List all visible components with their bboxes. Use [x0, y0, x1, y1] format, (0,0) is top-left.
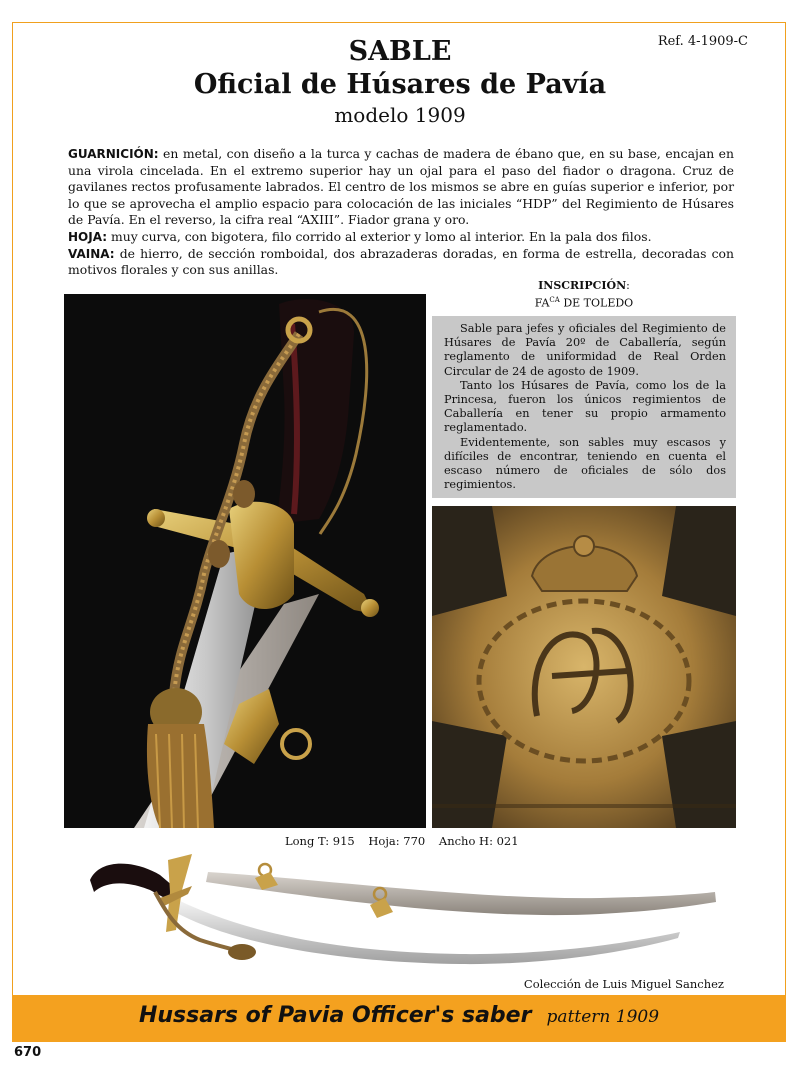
inscription-block: [432, 279, 736, 311]
footer-band: [12, 995, 786, 1042]
inscription-text-sup: CA: [549, 296, 560, 304]
hoja-text: muy curva, con bigotera, filo corrido al exterior y lomo al interior. En la pala dos filos.: [107, 228, 652, 244]
guarnicion-paragraph: [68, 146, 734, 229]
history-paragraph-1: Sable para jefes y oficiales del Regimiento de Húsares de Pavía 20º de Caballería, según reglamento de uniformidad de Real Orden Circular de 24 de agosto de 1909.: [444, 322, 726, 378]
hoja-paragraph: [68, 229, 734, 246]
dimension-width: Ancho H: 021: [438, 834, 519, 848]
description: [68, 146, 734, 279]
dimension-length: Long T: 915: [285, 834, 355, 848]
inscription-text: [432, 293, 736, 311]
monogram-illustration: [432, 506, 736, 828]
guarnicion-label: GUARNICIÓN:: [68, 147, 159, 161]
monogram-detail-photo: [432, 506, 736, 828]
history-paragraph-2: Tanto los Húsares de Pavía, como los de la Princesa, fueron los únicos regimientos de Caballería en tener su propio armamento reglamentado.: [444, 378, 726, 435]
vaina-label: VAINA:: [68, 246, 115, 261]
title-line-1: SABLE: [348, 36, 452, 67]
inscription-heading: [432, 279, 736, 293]
title-block: [0, 36, 800, 128]
hilt-photo: [64, 294, 426, 828]
footer-titles: [12, 1003, 786, 1028]
title-line-3: modelo 1909: [334, 103, 466, 127]
inscription-colon: :: [626, 279, 630, 292]
history-box: [432, 316, 736, 498]
inscription-text-pre: FA: [534, 296, 550, 310]
history-paragraph-3: Evidentemente, son sables muy escasos y difíciles de encontrar, teniendo en cuenta el escaso número de oficiales de sólo dos regimientos.: [444, 435, 726, 492]
title-line-2: Oficial de Húsares de Pavía: [193, 69, 607, 100]
footer-title: Hussars of Pavia Officer's saber: [138, 1003, 532, 1028]
hilt-illustration: [64, 294, 426, 828]
hoja-label: HOJA:: [68, 229, 108, 244]
full-saber-photo: [80, 850, 730, 975]
reference-number: Ref. 4-1909-C: [657, 34, 748, 49]
collection-credit: Colección de Luis Miguel Sanchez: [523, 977, 724, 991]
guarnicion-text: en metal, con diseño a la turca y cachas de madera de ébano que, en su base, encajan en una virola cincelada. En el extremo superior hay un ojal para el paso del fiador o dragona. Cruz de gavilanes rectos profusamente labrados. El centro de los mismos se abre en guías superior e inferior, por lo que se aprovecha el amplio espacio para colocación de las iniciales “HDP” del Regimiento de Húsares de Pavía. En el reverso, la cifra real “AXIII”. Fiador grana y oro.: [68, 146, 734, 228]
footer-pattern: pattern 1909: [546, 1007, 660, 1027]
page-number: 670: [14, 1045, 42, 1060]
dimensions: [285, 834, 529, 848]
inscription-text-post: DE TOLEDO: [559, 296, 634, 310]
full-saber-illustration: [80, 850, 730, 975]
dimension-blade: Hoja: 770: [368, 834, 426, 848]
vaina-paragraph: [68, 246, 734, 279]
vaina-text: de hierro, de sección romboidal, dos abrazaderas doradas, en forma de estrella, decoradas con motivos florales y con sus anillas.: [68, 245, 734, 278]
inscription-label: INSCRIPCIÓN: [538, 279, 627, 292]
